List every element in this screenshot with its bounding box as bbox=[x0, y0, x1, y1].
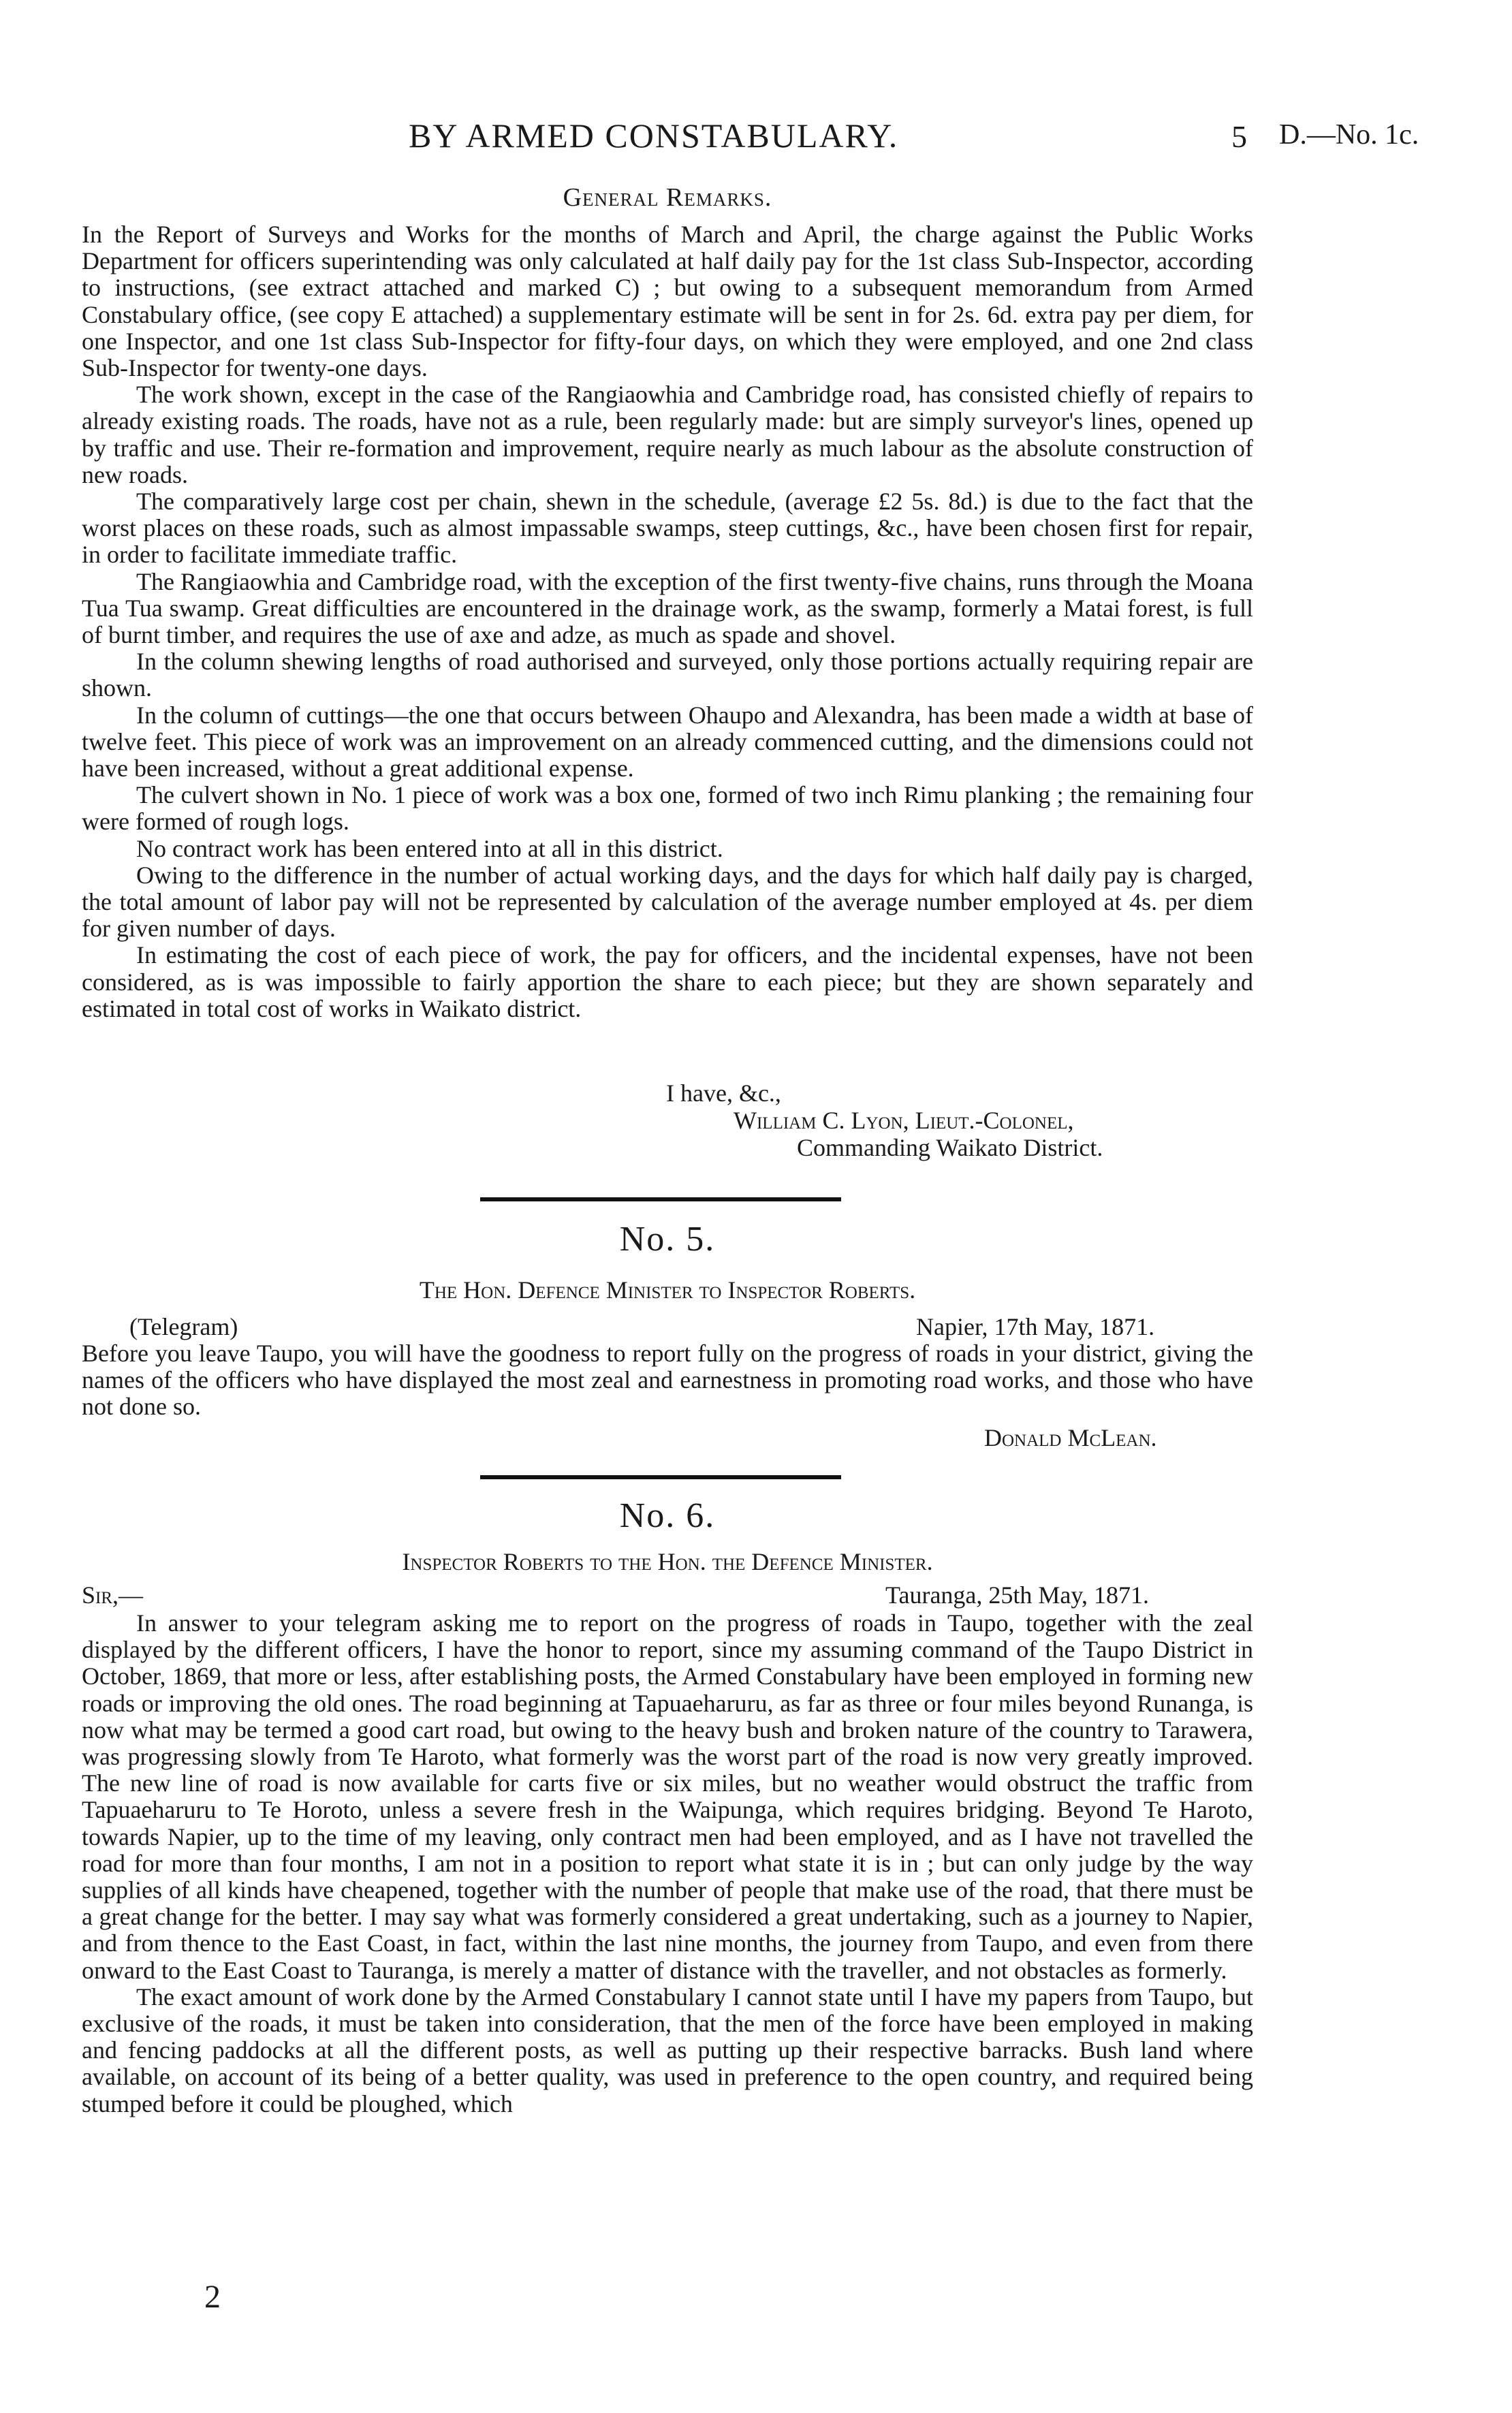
general-remarks-heading: General Remarks. bbox=[563, 183, 772, 212]
signature-lyon: William C. Lyon, Lieut.-Colonel, bbox=[734, 1107, 1074, 1134]
page-number: 5 bbox=[1231, 119, 1247, 154]
signature-mark: 2 bbox=[204, 2279, 221, 2315]
document-number-5: No. 5. bbox=[619, 1220, 716, 1259]
salutation: Sir,— bbox=[82, 1581, 144, 1609]
remarks-paragraph: The work shown, except in the case of the Rangiaowhia and Cambridge road, has consisted chiefly of repairs to already existing roads. The roads, have not as a rule, been regularly made: but are simply surveyor's lines, opened up by traffic and use. Their re-formation and improvement, require nearly as much labour as the absolute construction of new roads. bbox=[82, 381, 1253, 488]
remarks-paragraph: No contract work has been entered into at all in this district. bbox=[136, 834, 723, 862]
document-number-6: No. 6. bbox=[619, 1496, 716, 1535]
page-header bbox=[0, 116, 1512, 163]
signature-mclean: Donald McLean. bbox=[984, 1424, 1157, 1451]
remarks-paragraph: In the Report of Surveys and Works for the months of March and April, the charge against the Public Works Department for officers superintending was only calculated at half daily pay for the 1st class Sub-Inspector, according to instructions, (see extract attached and marked C) ; but owing to a subsequent memorandum from Armed Constabulary office, (see copy E attached) a supplementary estimate will be sent in for 2s. 6d. extra pay per diem, for one Inspector, and one 1st class Sub-Inspector for fifty-four days, on which they were employed, and one 2nd class Sub-Inspector for twenty-one days. bbox=[82, 221, 1253, 382]
remarks-paragraph: In the column of cuttings—the one that occurs between Ohaupo and Alexandra, has been made a width at base of twelve feet. This piece of work was an improvement on an already commenced cutting, and the dimensions could not have been increased, without a great additional expense. bbox=[82, 701, 1253, 783]
place-date-5: Napier, 17th May, 1871. bbox=[916, 1313, 1155, 1340]
telegram-text: Before you leave Taupo, you will have the goodness to report fully on the progress of roads in your district, giving the names of the officers who have displayed the most zeal and earnestness in promoting road works, and those who have not done so. bbox=[82, 1340, 1253, 1421]
remarks-paragraph: In the column shewing lengths of road authorised and surveyed, only those portions actually requiring repair are shown. bbox=[82, 648, 1253, 702]
remarks-paragraph: In estimating the cost of each piece of work, the pay for officers, and the incidental expenses, have not been considered, as is was impossible to fairly apportion the share to each piece; but they are shown separately and estimated in total cost of works in Waikato district. bbox=[82, 941, 1253, 1022]
remarks-paragraph: The comparatively large cost per chain, shewn in the schedule, (average £2 5s. 8d.) is due to the fact that the worst places on these roads, such as almost impassable swamps, steep cuttings, &c., have been chosen first for repair, in order to facilitate immediate traffic. bbox=[82, 488, 1253, 569]
general-remarks-body bbox=[82, 221, 1253, 1022]
document-reference: D.—No. 1c. bbox=[1279, 119, 1419, 151]
telegram-body bbox=[82, 1340, 1253, 1421]
section-divider bbox=[480, 1197, 841, 1201]
running-title: BY ARMED CONSTABULARY. bbox=[409, 116, 899, 155]
letter-body bbox=[82, 1610, 1253, 2117]
remarks-paragraph: The culvert shown in No. 1 piece of work was a box one, formed of two inch Rimu planking ; the remaining four were formed of rough logs. bbox=[82, 781, 1253, 836]
letter-paragraph: The exact amount of work done by the Armed Constabulary I cannot state until I have my papers from Taupo, but exclusive of the roads, it must be taken into consideration, that the men of the force have been employed in making and fencing paddocks at all the different posts, as well as putting up their respective barracks. Bush land where available, on account of its being of a better quality, was used in preference to the open country, and required being stumped before it could be ploughed, which bbox=[82, 1983, 1253, 2117]
letter-paragraph: In answer to your telegram asking me to report on the progress of roads in Taupo, together with the zeal displayed by the different officers, I have the honor to report, since my assuming command of the Taupo District in October, 1869, that more or less, after establishing posts, the Armed Constabulary have been employed in forming new roads or improving the old ones. The road beginning at Tapuaeharuru, as far as three or four miles beyond Runanga, is now what may be termed a good cart road, but owing to the heavy bush and broken nature of the country to Tarawera, was progressing slowly from Te Haroto, what formerly was the worst part of the road is now very greatly improved. The new line of road is now available for carts five or six miles, but no weather would obstruct the traffic from Tapuaeharuru to Te Horoto, unless a severe fresh in the Waipunga, which requires bridging. Beyond Te Haroto, towards Napier, up to the time of my leaving, only contract men had been employed, and as I have not travelled the road for more than four months, I am not in a position to report what state it is in ; but can only judge by the way supplies of all kinds have cheapened, together with the number of people that make use of the road, that there must be a great change for the better. I may say what was formerly considered a great undertaking, such as a journey to Napier, and from thence to the East Coast, in fact, within the last nine months, the journey from Taupo, and even from there onward to the East Coast to Tauranga, is merely a matter of distance with the traveller, and not obstacles as formerly. bbox=[82, 1609, 1253, 1984]
remarks-paragraph: Owing to the difference in the number of actual working days, and the days for which half daily pay is charged, the total amount of labor pay will not be represented by calculation of the average number employed at 4s. per diem for given number of days. bbox=[82, 861, 1253, 943]
section-divider bbox=[480, 1475, 841, 1479]
from-to-line-6: Inspector Roberts to the Hon. the Defence Minister. bbox=[402, 1548, 933, 1575]
remarks-paragraph: The Rangiaowhia and Cambridge road, with the exception of the first twenty-five chains, runs through the Moana Tua Tua swamp. Great difficulties are encountered in the drainage work, as the swamp, formerly a Matai forest, is full of burnt timber, and requires the use of axe and adze, as much as spade and shovel. bbox=[82, 567, 1253, 649]
signature-title: Commanding Waikato District. bbox=[797, 1134, 1103, 1161]
from-to-line-5: The Hon. Defence Minister to Inspector Roberts. bbox=[419, 1276, 916, 1304]
closing-line: I have, &c., bbox=[666, 1079, 781, 1107]
telegram-label: (Telegram) bbox=[129, 1313, 238, 1340]
place-date-6: Tauranga, 25th May, 1871. bbox=[885, 1581, 1150, 1609]
